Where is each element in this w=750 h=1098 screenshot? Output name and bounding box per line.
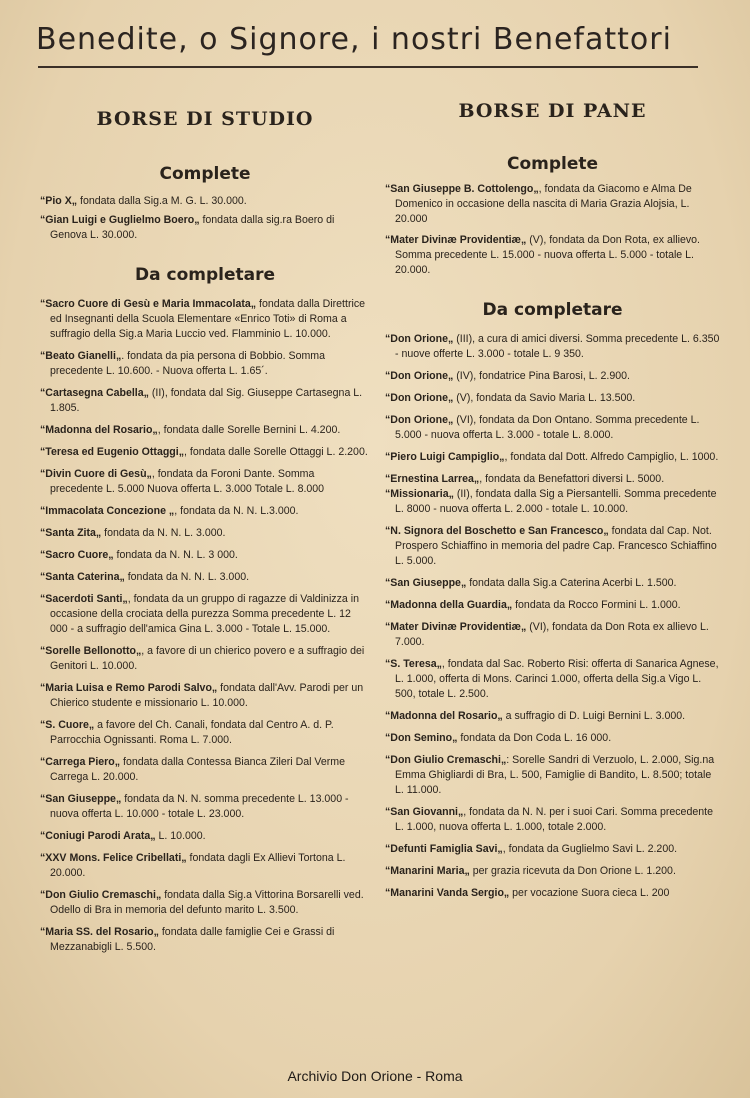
- list-item: “San Giuseppe B. Cottolengo„, fondata da Giacomo e Alma De Domenico in occasione della nascita di Maria Grazia Alojsia, L. 20.000: [385, 183, 692, 225]
- column-borse-di-pane: [385, 100, 720, 901]
- list-todo-pane: [385, 332, 720, 901]
- headline-rule: [38, 66, 698, 68]
- list-complete-pane: [385, 182, 720, 278]
- list-item: “Coniugi Parodi Arata„ L. 10.000.: [40, 830, 206, 842]
- list-item: “Divin Cuore di Gesù„, fondata da Foroni Dante. Somma precedente L. 5.000 Nuova offerta L. 3.000 Totale L. 8.000: [40, 468, 325, 495]
- list-item: “Sacro Cuore di Gesù e Maria Immacolata„ fondata dalla Direttrice ed Insegnanti della Scuola Elementare «Enrico Toti» di Roma a suffragio della Sig.a Maria Luccio ved. Flamminio L. 10.000.: [40, 298, 366, 340]
- list-item: “Gian Luigi e Guglielmo Boero„ fondata dalla sig.ra Boero di Genova L. 30.000.: [40, 214, 335, 241]
- list-item: “Don Orione„ (V), fondata da Savio Maria L. 13.500.: [385, 392, 636, 404]
- list-item: “Sacerdoti Santi„, fondata da un gruppo di ragazze di Valdinizza in occasione della crociata della purezza Somma precedente L. 12 000 - a suffragio dell'amica Gina L. 3.000 - Totale L. 15.000.: [40, 593, 359, 635]
- list-item: “S. Cuore„ a favore del Ch. Canali, fondata dal Centro A. d. P. Parrocchia Ognissanti. Roma L. 7.000.: [40, 719, 334, 746]
- list-item: “San Giovanni„, fondata da N. N. per i suoi Cari. Somma precedente L. 1.000, nuova offerta L. 1.000, totale 2.000.: [385, 806, 713, 833]
- list-item: “Mater Divinæ Providentiæ„ (V), fondata da Don Rota, ex allievo. Somma precedente L. 15.000 - nuova offerta L. 5.000 - totale L. 20.000.: [385, 234, 700, 276]
- subtitle-complete-studio: Complete: [159, 164, 251, 184]
- archive-footer: Archivio Don Orione - Roma: [287, 1068, 463, 1084]
- list-item: “Defunti Famiglia Savi„, fondata da Guglielmo Savi L. 2.200.: [385, 843, 678, 855]
- list-item: “Beato Gianelli„. fondata da pia persona di Bobbio. Somma precedente L. 10.600. - Nuova offerta L. 1.65´.: [40, 350, 326, 377]
- list-item: “Cartasegna Cabella„ (II), fondata dal Sig. Giuseppe Cartasegna L. 1.805.: [40, 387, 363, 414]
- list-item: “Don Orione„ (VI), fondata da Don Ontano. Somma precedente L. 5.000 - nuova offerta L. 3.000 - totale L. 8.000.: [385, 414, 700, 441]
- subtitle-complete-pane: Complete: [506, 154, 599, 174]
- list-item: “Carrega Piero„ fondata dalla Contessa Bianca Zileri Dal Verme Carrega L. 20.000.: [40, 756, 346, 783]
- list-item: “Santa Caterina„ fondata da N. N. L. 3.000.: [40, 571, 250, 583]
- list-item: “Maria SS. del Rosario„ fondata dalle famiglie Cei e Grassi di Mezzanabigli L. 5.500.: [40, 926, 335, 953]
- list-item: “Mater Divinæ Providentiæ„ (VI), fondata da Don Rota ex allievo L. 7.000.: [385, 621, 709, 648]
- subtitle-todo-pane: Da completare: [482, 300, 623, 320]
- list-item: “N. Signora del Boschetto e San Francesco„ fondata dal Cap. Not. Prospero Schiaffino in memoria del padre Cap. Francesco Schiaffino L. 5.000.: [385, 525, 717, 567]
- list-item: “Madonna della Guardia„ fondata da Rocco Formini L. 1.000.: [385, 599, 681, 611]
- list-item: “Don Giulio Cremaschi„: Sorelle Sandri di Verzuolo, L. 2.000, Sig.na Emma Ghigliardi di Bra, L. 500, Famiglie di Bandito, L. 8.500; totale L. 11.000.: [385, 754, 715, 796]
- column-borse-di-studio: [40, 100, 370, 955]
- list-item: “Don Orione„ (IV), fondatrice Pina Barosi, L. 2.900.: [385, 370, 630, 382]
- list-item: “Manarini Vanda Sergio„ per vocazione Suora cieca L. 200: [385, 887, 670, 899]
- page-headline: Benedite, o Signore, i nostri Benefattori: [36, 22, 672, 57]
- list-item: “San Giuseppe„ fondata da N. N. somma precedente L. 13.000 - nuova offerta L. 10.000 - totale L. 23.000.: [40, 793, 349, 820]
- list-item: “Pio X„ fondata dalla Sig.a M. G. L. 30.000.: [40, 195, 247, 207]
- subtitle-todo-studio: Da completare: [134, 265, 275, 285]
- list-item: “Sacro Cuore„ fondata da N. N. L. 3 000.: [40, 549, 238, 561]
- list-item: “Piero Luigi Campiglio„, fondata dal Dott. Alfredo Campiglio, L. 1000.: [385, 451, 719, 463]
- list-todo-studio: [40, 297, 370, 955]
- list-item: “Immacolata Concezione „, fondata da N. N. L.3.000.: [40, 505, 299, 517]
- list-complete-studio: [40, 194, 370, 243]
- list-item: “Madonna del Rosario„ a suffragio di D. Luigi Bernini L. 3.000.: [385, 710, 686, 722]
- list-item: “Missionaria„ (II), fondata dalla Sig a Piersantelli. Somma precedente L. 8000 - nuova offerta L. 2.000 - totale L. 10.000.: [385, 488, 717, 515]
- section-title-pane: BORSE DI PANE: [458, 100, 647, 122]
- list-item: “Madonna del Rosario„, fondata dalle Sorelle Bernini L. 4.200.: [40, 424, 341, 436]
- list-item: “XXV Mons. Felice Cribellati„ fondata dagli Ex Allievi Tortona L. 20.000.: [40, 852, 346, 879]
- list-item: “Don Giulio Cremaschi„ fondata dalla Sig.a Vittorina Borsarelli ved. Odello di Bra in memoria del defunto marito L. 3.500.: [40, 889, 364, 916]
- list-item: “Ernestina Larrea„, fondata da Benefattori diversi L. 5000.: [385, 473, 665, 485]
- list-item: “Sorelle Bellonotto„, a favore di un chierico povero e a suffragio dei Genitori L. 10.000.: [40, 645, 365, 672]
- list-item: “Santa Zita„ fondata da N. N. L. 3.000.: [40, 527, 226, 539]
- list-item: “Don Semino„ fondata da Don Coda L. 16 000.: [385, 732, 612, 744]
- list-item: “San Giuseppe„ fondata dalla Sig.a Caterina Acerbi L. 1.500.: [385, 577, 677, 589]
- section-title-studio: BORSE DI STUDIO: [96, 108, 314, 130]
- list-item: “Manarini Maria„ per grazia ricevuta da Don Orione L. 1.200.: [385, 865, 676, 877]
- list-item: “S. Teresa„, fondata dal Sac. Roberto Risi: offerta di Sanarica Agnese, L. 1.000, offerta di Mons. Carinci 1.000, offerta della Sig.a Vigo L. 500, totale L. 2.500.: [385, 658, 719, 700]
- list-item: “Don Orione„ (III), a cura di amici diversi. Somma precedente L. 6.350 - nuove offerte L. 3.000 - totale L. 9 350.: [385, 333, 720, 360]
- list-item: “Teresa ed Eugenio Ottaggi„, fondata dalle Sorelle Ottaggi L. 2.200.: [40, 446, 368, 458]
- list-item: “Maria Luisa e Remo Parodi Salvo„ fondata dall'Avv. Parodi per un Chierico studente e missionario L. 10.000.: [40, 682, 364, 709]
